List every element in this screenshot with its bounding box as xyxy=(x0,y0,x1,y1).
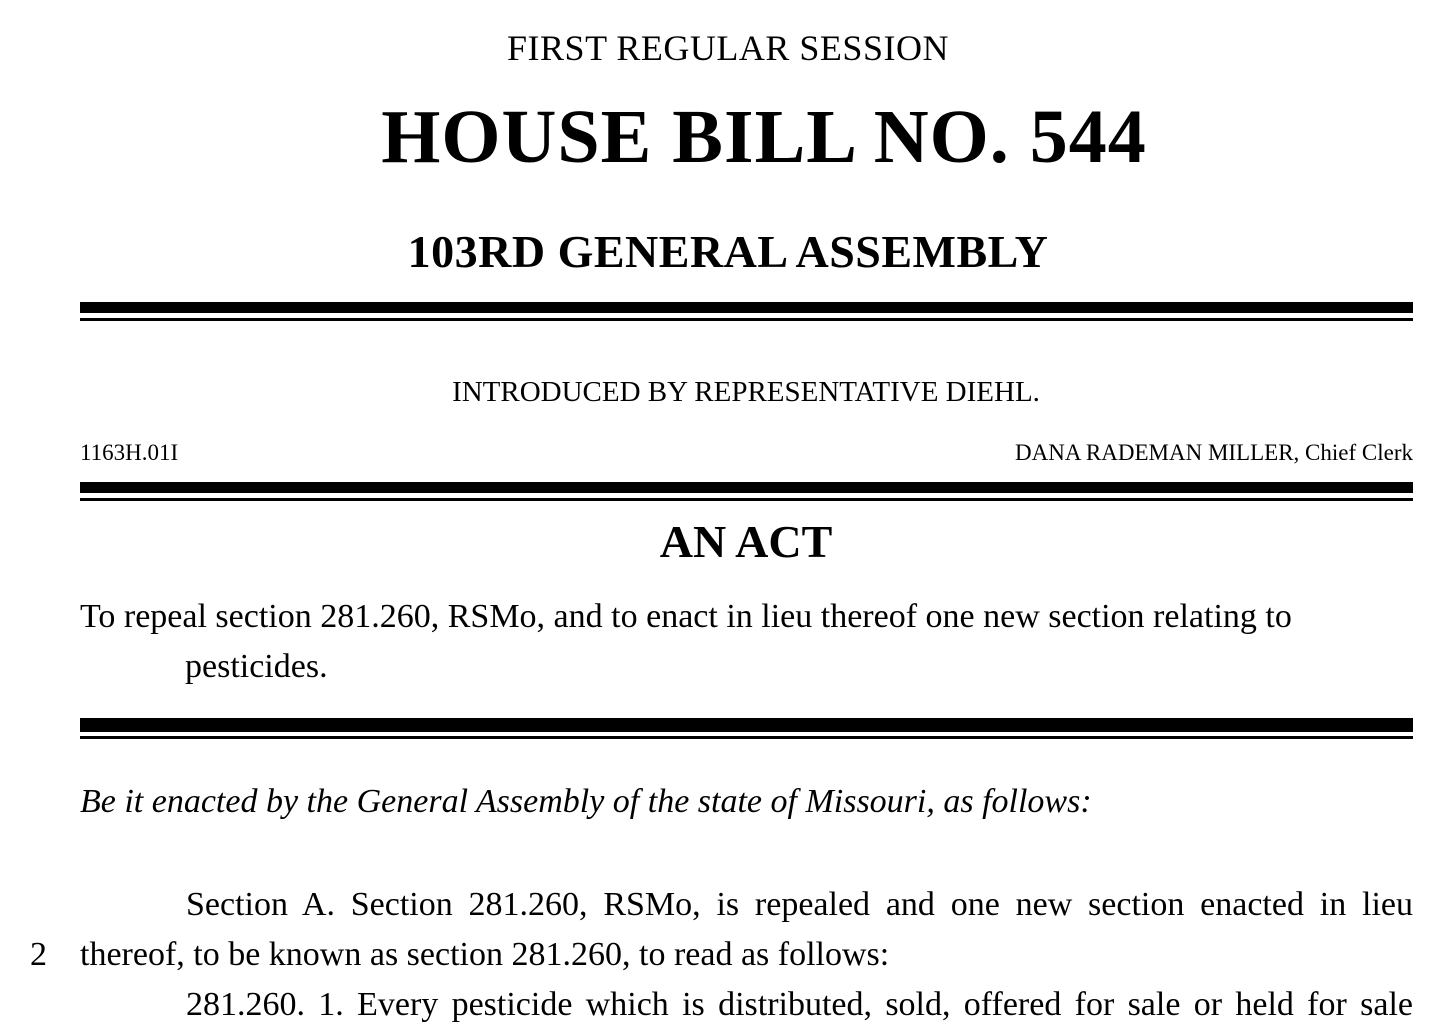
header-rule-thin xyxy=(80,318,1413,321)
act-rule-thin xyxy=(80,736,1413,739)
sponsor-rule-thin xyxy=(80,498,1413,501)
body-line-3: 281.260. 1. Every pesticide which is distributed, sold, offered for sale or held for sale xyxy=(186,986,1413,1023)
enacting-clause: Be it enacted by the General Assembly of the state of Missouri, as follows: xyxy=(80,783,1092,820)
act-heading: AN ACT xyxy=(659,516,833,567)
header-rule-thick xyxy=(80,302,1413,313)
body-line-1: Section A. Section 281.260, RSMo, is repealed and one new section enacted in lieu xyxy=(186,886,1413,923)
assembly-label: 103RD GENERAL ASSEMBLY xyxy=(407,226,1049,277)
body-line-2: thereof, to be known as section 281.260, to read as follows: xyxy=(80,936,890,973)
act-rule-thick xyxy=(80,718,1413,732)
introduced-by: INTRODUCED BY REPRESENTATIVE DIEHL. xyxy=(452,376,1040,408)
act-title-line-1: To repeal section 281.260, RSMo, and to enact in lieu thereof one new section relating to xyxy=(80,598,1292,635)
bill-code: 1163H.01I xyxy=(80,440,179,465)
chief-clerk: DANA RADEMAN MILLER, Chief Clerk xyxy=(1015,440,1413,465)
line-number: 2 xyxy=(30,936,47,973)
bill-title: HOUSE BILL NO. 544 xyxy=(381,95,1147,179)
act-title-line-2: pesticides. xyxy=(185,648,328,685)
session-label: FIRST REGULAR SESSION xyxy=(507,28,949,68)
sponsor-rule-thick xyxy=(80,482,1413,493)
